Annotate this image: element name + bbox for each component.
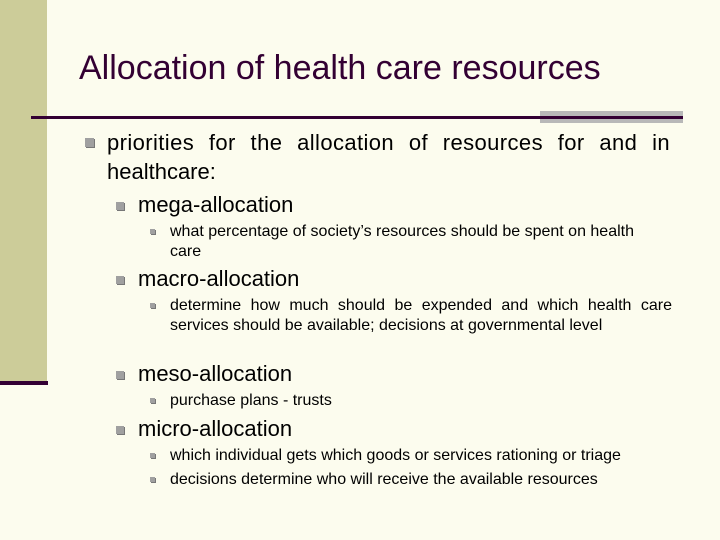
bullet-square-icon <box>116 426 124 434</box>
section-heading-macro: macro-allocation <box>138 266 300 291</box>
main-point <box>107 128 670 186</box>
bullet-square-icon <box>116 371 124 379</box>
section-heading-meso: meso-allocation <box>138 361 293 386</box>
bullet-square-icon <box>150 477 155 482</box>
slide-title: Allocation of health care resources <box>79 49 601 87</box>
bullet-square-icon <box>150 453 155 458</box>
main-point-line-1: priorities for the allocation of resources for and in <box>107 130 670 155</box>
section-detail-micro-2: decisions determine who will receive the available resources <box>170 471 598 488</box>
section-heading-mega: mega-allocation <box>138 192 294 217</box>
bullet-square-icon <box>116 202 124 210</box>
section-heading-micro: micro-allocation <box>138 416 293 441</box>
bullet-square-icon <box>150 303 155 308</box>
section-detail-mega-1: what percentage of society’s resources should be spent on health care <box>170 223 634 260</box>
section-detail-macro-1: determine how much should be expended and which health care services should be available; decisions at governmental level <box>170 297 672 334</box>
bullet-square-icon <box>150 398 155 403</box>
bullet-square-icon <box>85 138 94 147</box>
main-point-line-2: healthcare: <box>107 159 216 184</box>
bullet-square-icon <box>150 229 155 234</box>
section-detail-micro-1: which individual gets which goods or services rationing or triage <box>170 447 621 464</box>
bullet-square-icon <box>116 276 124 284</box>
section-detail-meso-1: purchase plans - trusts <box>170 392 332 409</box>
